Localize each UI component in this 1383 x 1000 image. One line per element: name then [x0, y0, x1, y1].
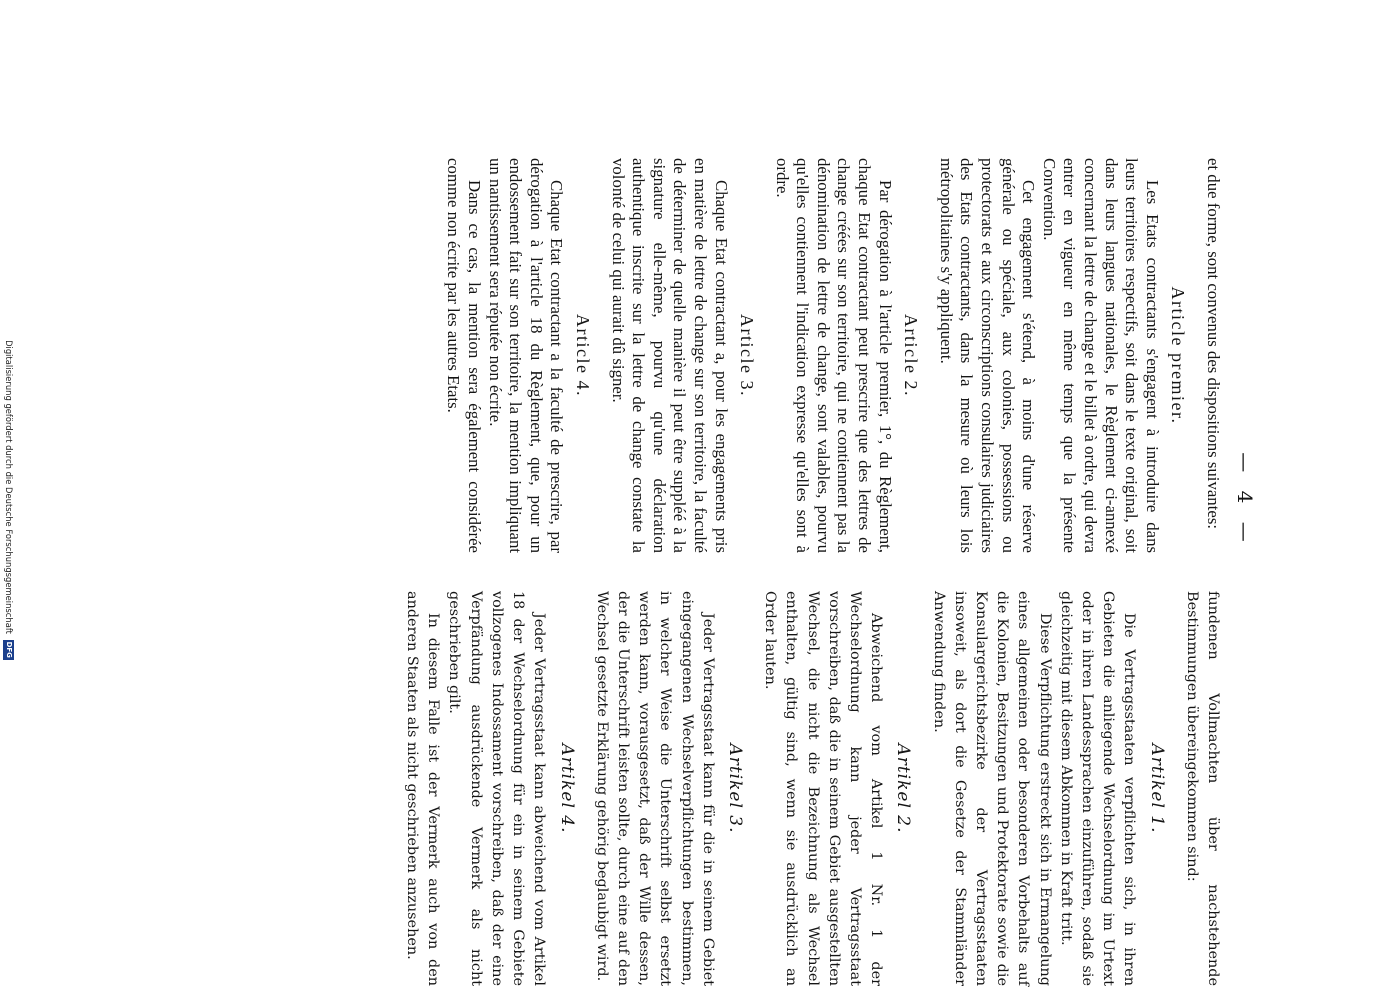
german-paragraph: Die Vertragsstaaten verpflichten sich, in ihren Gebieten die anliegende Wechselordnung im Urtext oder in ihren Landessprachen einzuführen, sodaß sie gleichzeitig mit diesem Abkommen in Kraft tritt. — [1057, 591, 1138, 986]
page-number: — 4 — — [1233, 452, 1257, 548]
french-paragraph: Cet engagement s'étend, à moins d'une réserve générale ou spéciale, aux colonies, possessions ou protectorats et aux circonscriptions consulaires judiciaires des Etats contractants, dans la mesure où leurs lois métropolitaines s'y appliquent. — [936, 158, 1039, 553]
french-paragraph: Les Etats contractants s'engagent à introduire dans leurs territoires respectifs, soit dans le texte original, soit dans leurs langues nationales, le Règlement ci-annexé concernant la lettre de change et le billet à ordre, qui devra entrer en vigueur en même temps que la présente Convention. — [1039, 158, 1162, 553]
german-intro: fundenen Vollmachten über nachstehende Bestimmungen übereingekommen sind: — [1183, 591, 1221, 986]
german-paragraph: In diesem Falle ist der Vermerk auch von den anderen Staaten als nicht geschrieben anzusehen. — [404, 591, 442, 986]
french-intro: et due forme, sont convenus des dispositions suivantes: — [1204, 158, 1223, 530]
french-paragraph: Chaque Etat contractant a la faculté de prescrire, par dérogation à l'article 18 du Règlement, que, pour un endossement fait sur son territoire, la mention impliquant un nantissement sera réputée non écrite. — [485, 158, 567, 553]
german-paragraph: Jeder Vertragsstaat kann abweichend vom Artikel 18 der Wechselordnung für ein in seinem Gebiete vollzogenes Indossament vorschreiben, daß der eine Verpfändung ausdrückende Vermerk als nicht geschrieben gilt. — [446, 591, 548, 986]
dfg-logo: DFG — [5, 641, 13, 658]
german-article-heading: Artikel 4. — [556, 743, 577, 834]
french-article-heading: Article premier. — [1168, 286, 1189, 425]
french-column — [443, 158, 1223, 553]
german-paragraph: Abweichend vom Artikel 1 Nr. 1 der Wechselordnung kann jeder Vertragsstaat vorschreiben, daß die in seinem Gebiet ausgestellten Wechsel, die nicht die Bezeichnung als Wechsel enthalten, gültig sind, wenn sie ausdrücklich an Order lauten. — [762, 591, 885, 986]
german-article-heading: Artikel 2. — [893, 743, 914, 834]
german-column — [401, 591, 1223, 986]
credit-text: Digitalisierung gefördert durch die Deutsche Forschungsgemeinschaft — [4, 340, 14, 634]
french-paragraph: Dans ce cas, la mention sera également considérée comme non écrite par les autres Etats. — [444, 158, 484, 553]
french-paragraph: Par dérogation à l'article premier, 1°, du Règlement, chaque Etat contractant peut prescrire que des lettres de change créées sur son territoire, qui ne contiennent pas la dénomination de lettre de change, sont valables, pourvu qu'elles contiennent l'indication expresse qu'elles sont à ordre. — [772, 158, 895, 553]
german-article-heading: Artikel 1. — [1146, 743, 1167, 834]
french-paragraph: Chaque Etat contractant a, pour les engagements pris en matière de lettre de change sur son territoire, la faculté de déterminer de quelle manière il peut être suppléé à la signature elle-même, pourvu qu'une déclaration authentique inscrite sur la lettre de change constate la volonté de celui qui aurait dû signer. — [608, 158, 731, 553]
french-article-heading: Article 4. — [572, 314, 593, 397]
german-paragraph: Jeder Vertragsstaat kann für die in seinem Gebiet eingegangenen Wechselverpflichtungen bestimmen, in welcher Weise die Unterschrift selbst ersetzt werden kann, vorausgesetzt, daß der Wille dessen, der die Unterschrift leisten sollte, durch eine auf den Wechsel gesetzte Erklärung gehörig beglaubigt wird. — [593, 591, 716, 986]
german-paragraph: Diese Verpflichtung erstreckt sich in Ermangelung eines allgemeinen oder besonderen Vorbehalts auf die Kolonien, Besitzungen und Protektorate sowie die Konsulargerichtsbezirke der Vertragsstaaten insoweit, als dort die Gesetze der Stammländer Anwendung finden. — [930, 591, 1053, 986]
french-article-heading: Article 3. — [737, 314, 758, 397]
french-article-heading: Article 2. — [901, 314, 922, 397]
digitization-credit — [2, 0, 16, 1000]
german-article-heading: Artikel 3. — [724, 743, 745, 834]
